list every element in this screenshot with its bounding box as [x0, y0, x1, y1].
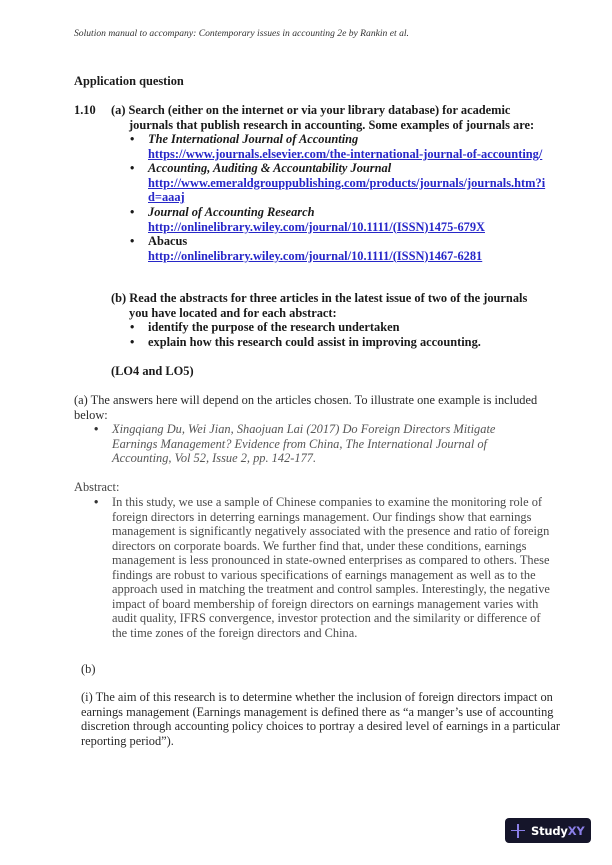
question-part-a-line2: journals that publish research in accounting. Some examples of journals are: [129, 117, 535, 132]
journal-link[interactable]: http://onlinelibrary.wiley.com/journal/10.1111/(ISSN)1467-6281 [148, 248, 483, 263]
journal-title: The International Journal of Accounting [148, 132, 359, 146]
journal-link[interactable]: https://www.journals.elsevier.com/the-international-journal-of-accounting/ [148, 146, 543, 161]
abstract-text: In this study, we use a sample of Chinese companies to examine the monitoring role of foreign directors in deterring earnings management. Our findings show that earnings management is significantly negatively associated with the presence and ratio of foreign directors on corporate boards. We further find that, under these conditions, earnings management is less pronounced in state-owned enterprises as compared to others. These findings are robust to various specifications of earnings management as well as to the approach used in matching the treatment and control samples. Interestingly, the negative impact of board membership of foreign directors on earnings management varies with audit quality, IFRS convergence, investor protection and the similarity or difference of the time zones of the foreign directors and China. [112, 495, 550, 640]
journal-item [130, 205, 550, 234]
bullet-icon: • [130, 234, 135, 249]
task-text: explain how this research could assist in improving accounting. [148, 334, 481, 349]
journal-item [130, 234, 550, 263]
brand-accent: XY [567, 823, 585, 838]
question-part-b [111, 291, 551, 320]
bullet-icon: • [130, 132, 135, 146]
citation-item [94, 422, 534, 466]
studyxy-badge[interactable] [505, 818, 591, 843]
task-item [130, 320, 550, 335]
citation-list [94, 422, 534, 466]
plus-icon [511, 824, 525, 838]
answer-part-b-i: (i) The aim of this research is to determine whether the inclusion of foreign directors impact on earnings management (Earnings management is defined there as “a manger’s use of accounting discretion through accounting policy choices to portray a desired level of earnings in a particular reporting period”). [81, 690, 560, 748]
task-list [130, 320, 550, 349]
question-part-b-line2: you have located and for each abstract: [129, 305, 337, 320]
answer-part-b-label: (b) [81, 662, 96, 676]
bullet-icon: • [130, 204, 135, 219]
journal-title: Journal of Accounting Research [148, 204, 315, 219]
journal-title: Accounting, Auditing & Accountability Journal [148, 161, 392, 176]
brand-main: Study [531, 823, 568, 838]
task-item [130, 335, 550, 350]
learning-outcomes: (LO4 and LO5) [111, 364, 194, 378]
citation-text: Xingqiang Du, Wei Jian, Shaojuan Lai (2017) Do Foreign Directors Mitigate Earnings Management? Evidence from China, The International Journal of Accounting, Vol 52, Issue 2, pp. 142-177. [112, 422, 496, 466]
task-text: identify the purpose of the research undertaken [148, 320, 400, 334]
abstract-list [94, 495, 554, 640]
question-part-a [111, 103, 551, 132]
bullet-icon: • [130, 320, 135, 334]
question-number: 1.10 [74, 103, 96, 117]
answer-part-a-intro: (a) The answers here will depend on the articles chosen. To illustrate one example is included below: [74, 393, 538, 422]
journal-list [130, 132, 550, 263]
bullet-icon: • [130, 334, 135, 349]
journal-title: Abacus [148, 234, 188, 249]
question-part-b-line1: (b) Read the abstracts for three articles in the latest issue of two of the journals [111, 291, 528, 305]
bullet-icon: • [130, 161, 135, 176]
bullet-icon: • [94, 422, 99, 436]
brand-logo-text [531, 824, 585, 838]
section-heading: Application question [74, 74, 184, 88]
bullet-icon: • [94, 495, 99, 509]
running-header: Solution manual to accompany: Contemporary issues in accounting 2e by Rankin et al. [74, 28, 409, 39]
journal-link[interactable]: http://www.emeraldgrouppublishing.com/products/journals/journals.htm?id=aaaj [148, 175, 546, 205]
question-part-a-line1: (a) Search (either on the internet or via your library database) for academic [111, 103, 511, 117]
journal-link[interactable]: http://onlinelibrary.wiley.com/journal/10.1111/(ISSN)1475-679X [148, 219, 485, 234]
abstract-label: Abstract: [74, 480, 120, 494]
journal-item [130, 132, 550, 161]
journal-item [130, 161, 550, 205]
abstract-item [94, 495, 554, 640]
